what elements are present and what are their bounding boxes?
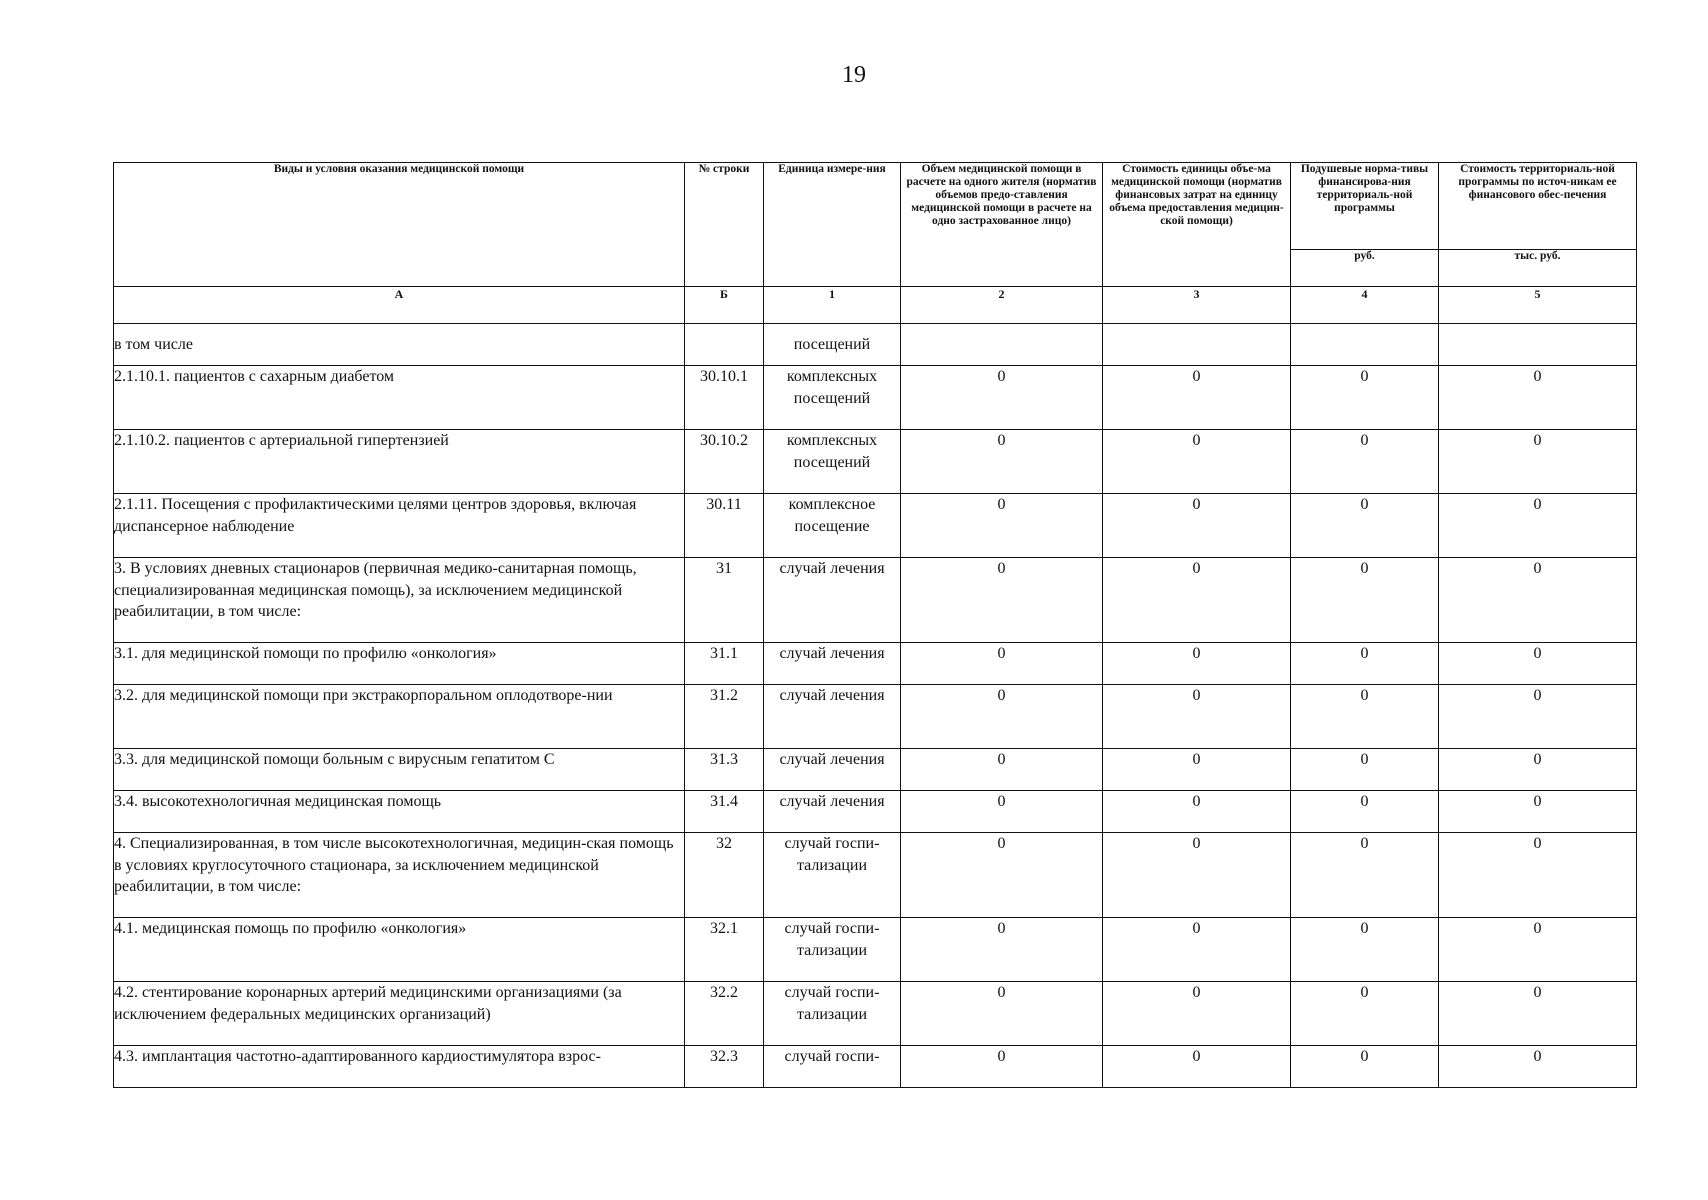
row-program-cost: 0 [1439,982,1637,1046]
row-program-cost: 0 [1439,918,1637,982]
row-name: 4.1. медицинская помощь по профилю «онкология» [114,918,685,982]
table-row [114,833,1637,918]
row-number: 32.2 [685,982,764,1046]
row-name: 2.1.10.2. пациентов с артериальной гипертензией [114,430,685,494]
row-number: 30.10.2 [685,430,764,494]
row-per-capita: 0 [1291,791,1439,833]
row-number: 32 [685,833,764,918]
row-per-capita: 0 [1291,918,1439,982]
row-cost: 0 [1103,982,1291,1046]
row-program-cost: 0 [1439,366,1637,430]
row-volume: 0 [901,982,1103,1046]
row-program-cost: 0 [1439,430,1637,494]
table-row [114,918,1637,982]
row-volume: 0 [901,643,1103,685]
header-volume: Объем медицинской помощи в расчете на одного жителя (норматив объемов предо-ставления медицинской помощи в расчете на одно застрахованное лицо) [901,163,1103,287]
row-per-capita: 0 [1291,494,1439,558]
row-per-capita: 0 [1291,749,1439,791]
row-program-cost: 0 [1439,685,1637,749]
row-volume: 0 [901,749,1103,791]
row-cost: 0 [1103,685,1291,749]
header-per-capita: Подушевые норма-тивы финансирова-ния территориаль-ной программы [1291,163,1439,250]
row-name: 4.2. стентирование коронарных артерий медицинскими организациями (за исключением федеральных медицинских организаций) [114,982,685,1046]
table-row [114,685,1637,749]
header-program-cost: Стоимость территориаль-ной программы по источ-никам ее финансового обес-печения [1439,163,1637,250]
row-cost: 0 [1103,558,1291,643]
row-cost: 0 [1103,430,1291,494]
row-volume: 0 [901,1046,1103,1088]
row-program-cost: 0 [1439,494,1637,558]
row-name: 2.1.10.1. пациентов с сахарным диабетом [114,366,685,430]
header-cost: Стоимость единицы объе-ма медицинской помощи (норматив финансовых затрат на единицу объема предоставления медицин-ской помощи) [1103,163,1291,287]
row-number: 30.11 [685,494,764,558]
row-per-capita: 0 [1291,982,1439,1046]
row-name: 3. В условиях дневных стационаров (первичная медико-санитарная помощь, специализированная медицинская помощь), за исключением медицинской реабилитации, в том числе: [114,558,685,643]
row-volume: 0 [901,791,1103,833]
row-program-cost [1439,324,1637,366]
row-name: 3.1. для медицинской помощи по профилю «онкология» [114,643,685,685]
row-name: 4.3. имплантация частотно-адаптированного кардиостимулятора взрос- [114,1046,685,1088]
table-row [114,791,1637,833]
row-cost: 0 [1103,833,1291,918]
row-cost: 0 [1103,749,1291,791]
header-name: Виды и условия оказания медицинской помощи [114,163,685,287]
row-cost: 0 [1103,918,1291,982]
row-name: 4. Специализированная, в том числе высокотехнологичная, медицин-ская помощь в условиях круглосуточного стационара, за исключением медицинской реабилитации, в том числе: [114,833,685,918]
row-program-cost: 0 [1439,558,1637,643]
header-unit: Единица измере-ния [764,163,901,287]
row-number: 31 [685,558,764,643]
table-row [114,749,1637,791]
row-cost: 0 [1103,366,1291,430]
row-number: 30.10.1 [685,366,764,430]
column-number: 5 [1439,287,1637,324]
row-per-capita: 0 [1291,1046,1439,1088]
table-row [114,982,1637,1046]
row-unit: случай госпи-тализации [764,833,901,918]
row-unit: комплексных посещений [764,430,901,494]
table-row [114,558,1637,643]
row-per-capita: 0 [1291,833,1439,918]
row-cost: 0 [1103,791,1291,833]
row-unit: случай лечения [764,558,901,643]
row-program-cost: 0 [1439,833,1637,918]
row-cost: 0 [1103,643,1291,685]
row-cost: 0 [1103,1046,1291,1088]
row-number: 31.4 [685,791,764,833]
row-per-capita: 0 [1291,685,1439,749]
row-number: 31.2 [685,685,764,749]
row-unit: случай лечения [764,685,901,749]
table-row [114,1046,1637,1088]
row-name: в том числе [114,324,685,366]
row-number: 32.1 [685,918,764,982]
row-unit: случай лечения [764,643,901,685]
row-number: 31.1 [685,643,764,685]
row-unit: комплексных посещений [764,366,901,430]
header-program-cost-unit: тыс. руб. [1439,250,1637,287]
column-number: Б [685,287,764,324]
row-number: 32.3 [685,1046,764,1088]
row-volume: 0 [901,366,1103,430]
row-volume: 0 [901,833,1103,918]
row-name: 3.2. для медицинской помощи при экстракорпоральном оплодотворе-нии [114,685,685,749]
row-number: 31.3 [685,749,764,791]
row-volume: 0 [901,918,1103,982]
column-number: 4 [1291,287,1439,324]
column-number: 2 [901,287,1103,324]
table-row [114,643,1637,685]
row-unit: случай лечения [764,749,901,791]
row-volume [901,324,1103,366]
header-per-capita-unit: руб. [1291,250,1439,287]
row-unit: посещений [764,324,901,366]
row-unit: случай госпи- [764,1046,901,1088]
row-per-capita [1291,324,1439,366]
column-numbers-row [114,287,1637,324]
row-unit: случай госпи-тализации [764,918,901,982]
row-program-cost: 0 [1439,1046,1637,1088]
row-unit: случай лечения [764,791,901,833]
column-number: 1 [764,287,901,324]
row-volume: 0 [901,558,1103,643]
row-volume: 0 [901,685,1103,749]
column-number: 3 [1103,287,1291,324]
row-unit: комплексное посещение [764,494,901,558]
row-name: 3.3. для медицинской помощи больным с вирусным гепатитом С [114,749,685,791]
row-name: 3.4. высокотехнологичная медицинская помощь [114,791,685,833]
table-row [114,366,1637,430]
row-program-cost: 0 [1439,791,1637,833]
row-cost: 0 [1103,494,1291,558]
row-cost [1103,324,1291,366]
row-volume: 0 [901,494,1103,558]
column-number: А [114,287,685,324]
row-number [685,324,764,366]
header-row-number: № строки [685,163,764,287]
page-number: 19 [842,62,866,88]
row-per-capita: 0 [1291,643,1439,685]
funding-table [113,162,1637,1088]
table-row [114,324,1637,366]
row-name: 2.1.11. Посещения с профилактическими целями центров здоровья, включая диспансерное наблюдение [114,494,685,558]
table-row [114,494,1637,558]
row-unit: случай госпи-тализации [764,982,901,1046]
row-volume: 0 [901,430,1103,494]
row-per-capita: 0 [1291,366,1439,430]
row-per-capita: 0 [1291,558,1439,643]
table-row [114,430,1637,494]
row-per-capita: 0 [1291,430,1439,494]
row-program-cost: 0 [1439,749,1637,791]
row-program-cost: 0 [1439,643,1637,685]
